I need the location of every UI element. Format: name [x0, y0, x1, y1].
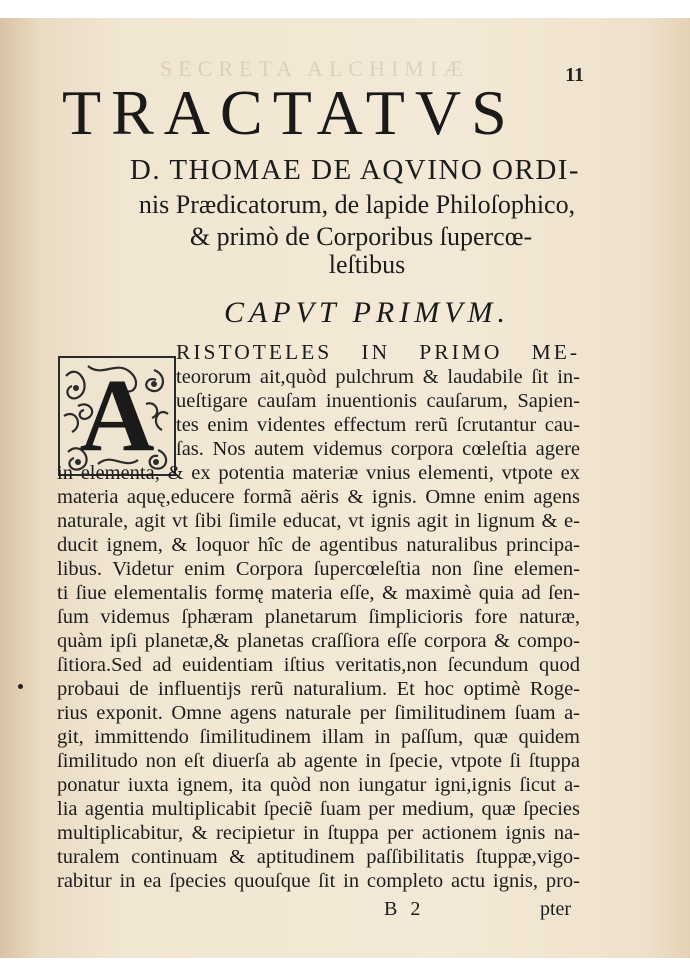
- text-line: ueſtigare cauſam inuentionis cauſarum, Sapien-: [176, 390, 580, 412]
- title-line-1: D. THOMAE DE AQVINO ORDI-: [129, 154, 581, 186]
- text-line: ponatur iuxta ignem, ita quòd non iungatur igni,ignis ſicut a-: [57, 774, 580, 796]
- text-line: lia agentia multiplicabit ſpeciẽ ſuam per medium, quæ ſpecies: [57, 798, 580, 820]
- text-line: ſitiora.Sed ad euidentiam iſtius veritatis,non ſecundum quod: [57, 654, 580, 676]
- catchword: pter: [540, 898, 572, 920]
- book-page: [0, 18, 690, 958]
- decorated-initial: [58, 356, 176, 476]
- title-line-4: leſtibus: [328, 250, 406, 279]
- text-line: ti ſiue elementalis formę materia eſſe, & maximè quia ad ſen-: [57, 582, 580, 604]
- folio-number: 11: [565, 64, 584, 86]
- text-line: RISTOTELES IN PRIMO ME-: [176, 340, 580, 364]
- initial-letter: A: [79, 358, 155, 473]
- text-line: tes enim videntes effectum rerũ ſcrutantur cau-: [176, 414, 580, 436]
- chapter-heading: CAPVT PRIMVM.: [223, 296, 511, 329]
- text-line: probaui de influentijs rerũ naturalium. Et hoc optimè Roge-: [57, 678, 580, 700]
- text-line: multiplicabitur, & recipietur in ſtuppa per actionem ignis na-: [57, 822, 580, 844]
- margin-spot: [18, 684, 23, 689]
- text-line: ſum videmus ſphæram planetarum ſimplicioris fore naturæ,: [57, 606, 580, 628]
- text-line: materia aquę,educere formã aëris & ignis. Omne enim agens: [57, 486, 580, 508]
- text-line: turalem continuam & aptitudinem paſſibilitatis ſtuppæ,vigo-: [57, 846, 580, 868]
- text-line: ſimilitudo non eſt diuerſa ab agente in ſpecie, vtpote ſi ſtuppa: [57, 750, 580, 772]
- text-line: naturale, agit vt ſibi ſimile educat, vt ignis agit in lignum & e-: [57, 510, 580, 532]
- signature-mark: B 2: [384, 898, 425, 920]
- bleed-through-text: SECRETA ALCHIMIÆ: [160, 56, 469, 81]
- text-line: rabitur in ea ſpecies quouſque ſit in completo actu ignis, pro-: [57, 870, 580, 892]
- title-line-3: & primò de Corporibus ſupercœ-: [189, 222, 533, 251]
- text-line: git, immittendo ſimilitudinem illam in paſſum, quæ quidem: [57, 726, 580, 748]
- text-line: ſas. Nos autem videmus corpora cœleſtia agere: [176, 438, 580, 460]
- title-main: TRACTATVS: [62, 77, 517, 148]
- text-line: rius exponit. Omne agens naturale per ſimilitudinem ſuam a-: [57, 702, 580, 724]
- title-line-2: nis Prædicatorum, de lapide Philoſophico,: [138, 190, 576, 219]
- text-line: in elementa, & ex potentia materiæ vnius elementi, vtpote ex: [57, 462, 580, 484]
- text-line: ducit ignem, & loquor hîc de agentibus naturalibus principa-: [57, 534, 580, 556]
- text-line: quàm ipſi planetæ,& planetas craſſiora eſſe corpora & compo-: [57, 630, 580, 652]
- text-line: libus. Videtur enim Corpora ſupercœleſtia non ſine elemen-: [57, 558, 580, 580]
- text-line: teororum ait,quòd pulchrum & laudabile ſit in-: [176, 366, 580, 388]
